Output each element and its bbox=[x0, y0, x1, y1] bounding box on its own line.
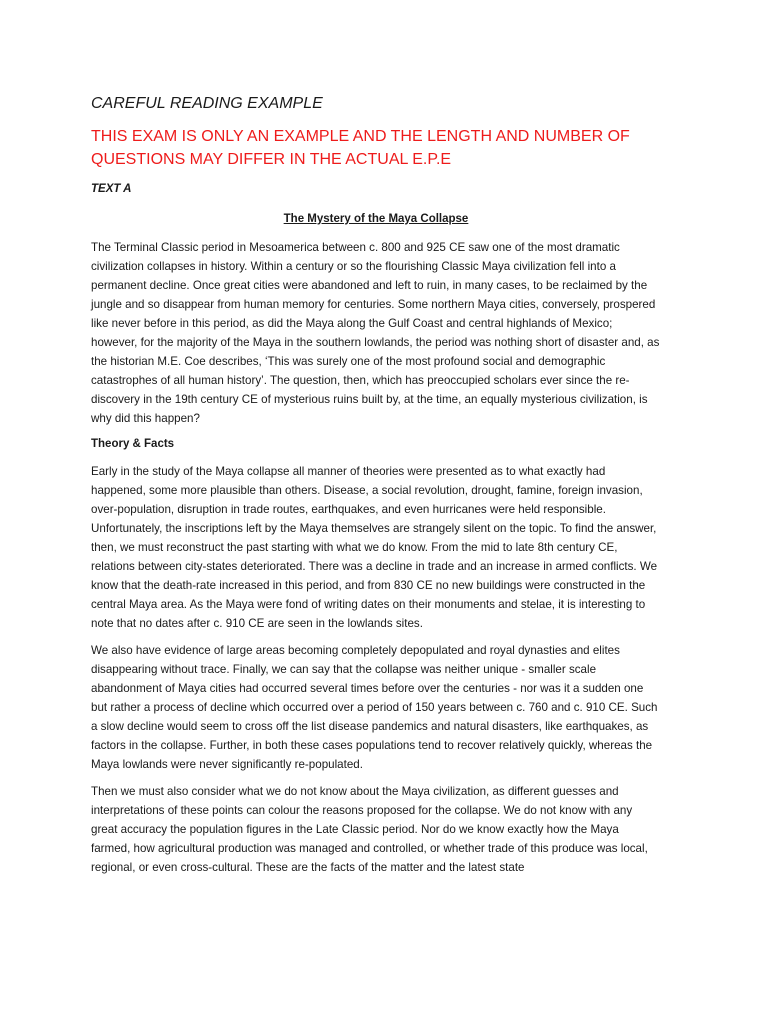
section-heading: Theory & Facts bbox=[91, 438, 175, 450]
document-title: CAREFUL READING EXAMPLE bbox=[91, 95, 323, 112]
paragraph-3: We also have evidence of large areas becoming completely depopulated and royal dynasties and elites disappearing without trace. Finally, we can say that the collapse was neither unique - smaller scale abandonment of Maya cities had occurred several times before over the centuries - nor was it a sudden one but rather a process of decline which occurred over a period of 150 years between c. 760 and c. 910 CE. Such a slow decline would seem to cross off the list disease pandemics and natural disasters, like earthquakes, as factors in the collapse. Further, in both these cases populations tend to recover relatively quickly, whereas the Maya lowlands were never significantly re-populated. bbox=[91, 644, 658, 771]
paragraph-1: The Terminal Classic period in Mesoamerica between c. 800 and 925 CE saw one of the most dramatic civilization collapses in history. Within a century or so the flourishing Classic Maya civilization fell into a permanent decline. Once great cities were abandoned and left to ruin, in many cases, to be reclaimed by the jungle and so disappear from human memory for centuries. Some northern Maya cities, conversely, prospered like never before in this period, as did the Maya along the Gulf Coast and central highlands of Mexico; however, for the majority of the Maya in the southern lowlands, the period was nothing short of disaster and, as the historian M.E. Coe describes, ‘This was surely one of the most profound social and demographic catastrophes of all human history’. The question, then, which has preoccupied scholars ever since the re-discovery in the 19th century CE of mysterious ruins built by, at the time, an equally mysterious civilization, is why did this happen? bbox=[91, 241, 660, 425]
article-title: The Mystery of the Maya Collapse bbox=[283, 213, 469, 225]
paragraph-4: Then we must also consider what we do not know about the Maya civilization, as different guesses and interpretations of these points can colour the reasons proposed for the collapse. We do not know with any great accuracy the population figures in the Late Classic period. Nor do we know exactly how the Maya farmed, how agricultural production was managed and controlled, or whether trade of this produce was local, regional, or even cross-cultural. These are the facts of the matter and the latest state bbox=[91, 785, 648, 874]
paragraph-2: Early in the study of the Maya collapse all manner of theories were presented as to what exactly had happened, some more plausible than others. Disease, a social revolution, drought, famine, foreign invasion, over-population, disruption in trade routes, earthquakes, and even hurricanes were held responsible. Unfortunately, the inscriptions left by the Maya themselves are strangely silent on the topic. To find the answer, then, we must reconstruct the past starting with what we do know. From the mid to late 8th century CE, relations between city-states deteriorated. There was a decline in trade and an increase in armed conflicts. We know that the death-rate increased in this period, and from 830 CE no new buildings were constructed in the central Maya area. As the Maya were fond of writing dates on their monuments and stelae, it is interesting to note that no dates after c. 910 CE are seen in the lowlands sites. bbox=[91, 465, 658, 630]
exam-warning: THIS EXAM IS ONLY AN EXAMPLE AND THE LENGTH AND NUMBER OF QUESTIONS MAY DIFFER IN THE ACTUAL E.P.E bbox=[91, 128, 630, 168]
text-label: TEXT A bbox=[91, 183, 132, 195]
document-page bbox=[91, 92, 661, 885]
